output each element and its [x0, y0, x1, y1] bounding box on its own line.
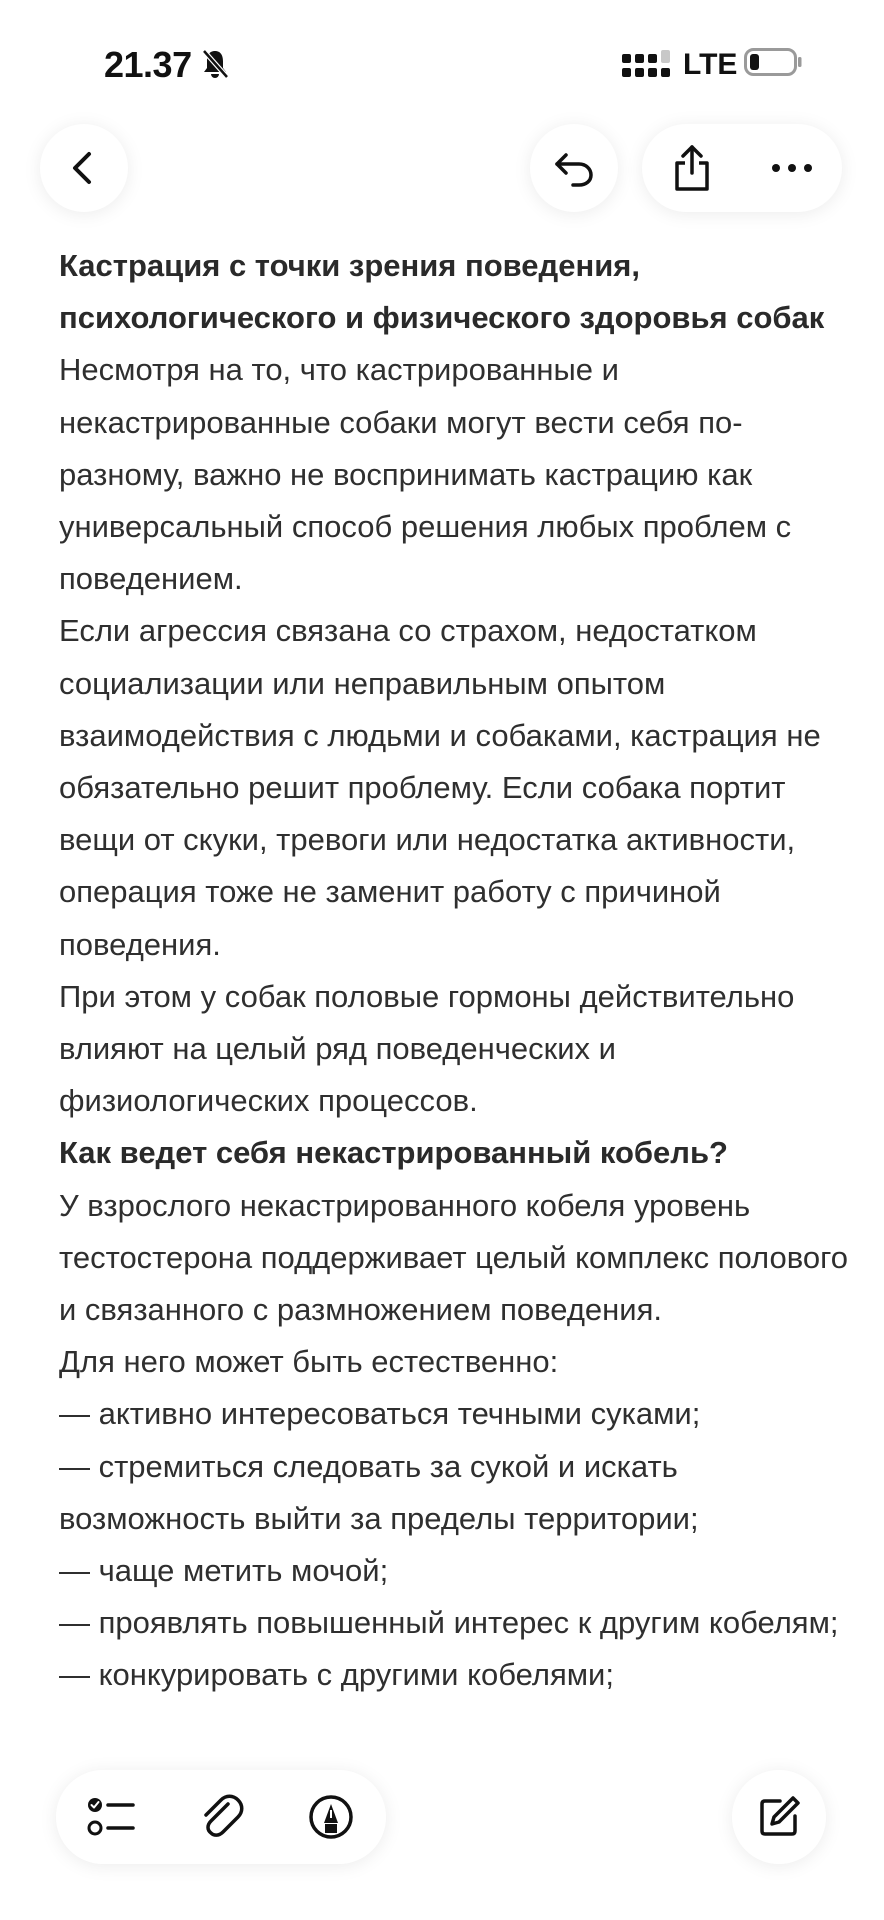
compose-icon: [756, 1794, 802, 1840]
note-paragraph: Если агрессия связана со страхом, недостатком социализации или неправильным опытом взаимодействия с людьми и собаками, кастрация не обязательно решит проблему. Если собака портит вещи от скуки, тревоги или недостатка активности, операция тоже не заменит работу с причиной поведения.: [59, 613, 821, 962]
status-bar: [0, 0, 884, 130]
note-body[interactable]: [59, 240, 849, 1702]
bottom-toolbar: [56, 1770, 386, 1864]
bell-slash-icon: [200, 48, 230, 80]
back-button[interactable]: [40, 124, 128, 212]
list-item: — чаще метить мочой;: [59, 1553, 389, 1589]
note-heading: Как ведет себя некастрированный кобель?: [59, 1135, 728, 1171]
list-item: — стремиться следовать за сукой и искать возможность выйти за пределы территории;: [59, 1448, 699, 1536]
status-time: 21.37: [104, 44, 192, 85]
top-actions: [642, 124, 842, 212]
ellipsis-icon: [770, 162, 814, 174]
undo-icon: [551, 145, 597, 191]
checklist-button[interactable]: [61, 1770, 161, 1864]
list-item: — активно интересоваться течными суками;: [59, 1396, 701, 1432]
list-item: — проявлять повышенный интерес к другим кобелям;: [59, 1605, 839, 1641]
note-paragraph: Для него может быть естественно:: [59, 1344, 559, 1380]
share-button[interactable]: [642, 124, 742, 212]
undo-button[interactable]: [530, 124, 618, 212]
markup-button[interactable]: [281, 1770, 381, 1864]
note-paragraph: При этом у собак половые гормоны действительно влияют на целый ряд поведенческих и физиологических процессов.: [59, 978, 795, 1119]
battery-icon: [744, 48, 802, 76]
chevron-left-icon: [64, 148, 104, 188]
share-icon: [670, 143, 714, 193]
attach-button[interactable]: [171, 1770, 271, 1864]
pen-circle-icon: [307, 1793, 355, 1841]
compose-button[interactable]: [732, 1770, 826, 1864]
network-type: LTE: [683, 48, 738, 81]
note-title: Кастрация с точки зрения поведения, психологического и физического здоровья собак: [59, 248, 825, 336]
paperclip-icon: [198, 1792, 244, 1842]
checklist-icon: [86, 1794, 136, 1840]
note-paragraph: Несмотря на то, что кастрированные и некастрированные собаки могут вести себя по-разному, важно не воспринимать кастрацию как универсальный способ решения любых проблем с поведением.: [59, 352, 792, 597]
signal-icon: [622, 50, 674, 80]
note-paragraph: У взрослого некастрированного кобеля уровень тестостерона поддерживает целый комплекс полового и связанного с размножением поведения.: [59, 1187, 848, 1328]
more-button[interactable]: [742, 124, 842, 212]
list-item: — конкурировать с другими кобелями;: [59, 1657, 614, 1693]
